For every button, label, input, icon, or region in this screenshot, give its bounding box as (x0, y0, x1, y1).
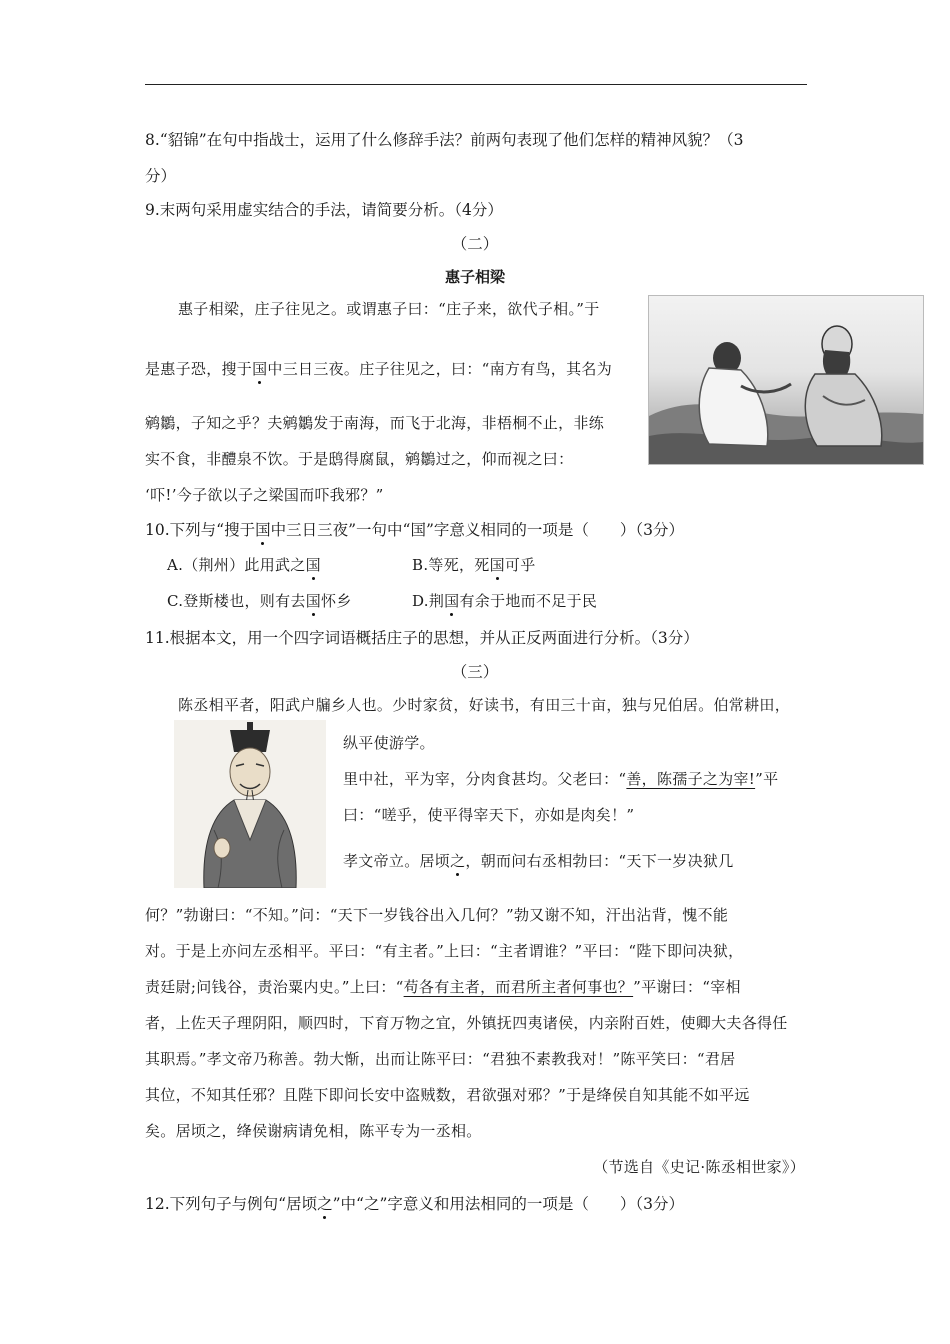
passage-3-line7: 对。于是上亦问左丞相平。平曰：“有主者。”上曰：“主者谓谁？”平曰：“陛下即问决狱， (145, 942, 744, 960)
passage-3-line8: 责廷尉;问钱谷，责治粟内史。”上曰：“苟各有主者，而君所主者何事也？”平谢曰：“宰相 (145, 978, 741, 996)
question-12: 12.下列句子与例句“居顷之”中“之”字意义和用法相同的一项是（ ）（3分） (145, 1195, 684, 1213)
passage-3-line10: 其职焉。”孝文帝乃称善。勃大惭，出而让陈平曰：“君独不素教我对！”陈平笑曰：“君居 (145, 1050, 736, 1068)
passage-3-line1: 陈丞相平者，阳武户牖乡人也。少时家贫，好读书，有田三十亩，独与兄伯居。伯常耕田， (178, 696, 791, 714)
passage-2-line4: 实不食，非醴泉不饮。于是鸱得腐鼠，鹓鶵过之，仰而视之曰： (145, 450, 574, 468)
top-rule (145, 84, 807, 85)
passage-2-line3: 鹓鶵，子知之乎？夫鹓鶵发于南海，而飞于北海，非梧桐不止，非练 (145, 414, 605, 432)
section-2-title: 惠子相梁 (444, 268, 505, 286)
question-8-line2: 分） (145, 167, 177, 185)
source-citation: （节选自《史记·陈丞相世家》） (593, 1158, 805, 1176)
question-8-line1: 8.“貂锦”在句中指战士，运用了什么修辞手法？前两句表现了他们怎样的精神风貌？（3 (145, 131, 744, 149)
passage-3-line5: 孝文帝立。居顷之，朝而问右丞相勃曰：“天下一岁决狱几 (343, 852, 734, 870)
passage-2-line2: 是惠子恐，搜于国中三日三夜。庄子往见之，曰：“南方有鸟，其名为 (145, 360, 612, 378)
passage-3-line2: 纵平使游学。 (343, 734, 435, 752)
option-b: B.等死，死国可乎 (412, 556, 536, 574)
passage-3-line4: 曰：“嗟乎，使平得宰天下，亦如是肉矣！” (343, 806, 635, 824)
question-10: 10.下列与“搜于国中三日三夜”一句中“国”字意义相同的一项是（ ）（3分） (145, 521, 684, 539)
passage-2-line1: 惠子相梁，庄子往见之。或谓惠子曰：“庄子来，欲代子相。”于 (178, 300, 600, 318)
option-a: A.（荆州）此用武之国 (167, 556, 321, 574)
passage-3-line9: 者，上佐天子理阴阳，顺四时，下育万物之宜，外镇抚四夷诸侯，内亲附百姓，使卿大夫各得任 (145, 1014, 788, 1032)
chen-ping-portrait (174, 720, 326, 888)
passage-3-line12: 矣。居顷之，绛侯谢病请免相，陈平专为一丞相。 (145, 1122, 482, 1140)
option-d: D.荆国有余于地而不足于民 (412, 592, 598, 610)
section-2-label: （二） (451, 235, 499, 253)
passage-3-line6: 何？”勃谢曰：“不知。”问：“天下一岁钱谷出入几何？”勃又谢不知，汗出沾背，愧不能 (145, 906, 729, 924)
section-3-label: （三） (451, 663, 499, 681)
option-c: C.登斯楼也，则有去国怀乡 (167, 592, 352, 610)
question-11: 11.根据本文，用一个四字词语概括庄子的思想，并从正反两面进行分析。（3分） (145, 629, 699, 647)
passage-3-line3: 里中社，平为宰，分肉食甚均。父老曰：“善，陈孺子之为宰!”平 (343, 770, 779, 788)
passage-3-line11: 其位，不知其任邪？且陛下即问长安中盗贼数，君欲强对邪？”于是绛侯自知其能不如平远 (145, 1086, 750, 1104)
question-9: 9.末两句采用虚实结合的手法，请简要分析。（4分） (145, 201, 503, 219)
sages-illustration (648, 295, 924, 465)
passage-2-line5: ‘吓!’今子欲以子之梁国而吓我邪？” (145, 486, 384, 504)
